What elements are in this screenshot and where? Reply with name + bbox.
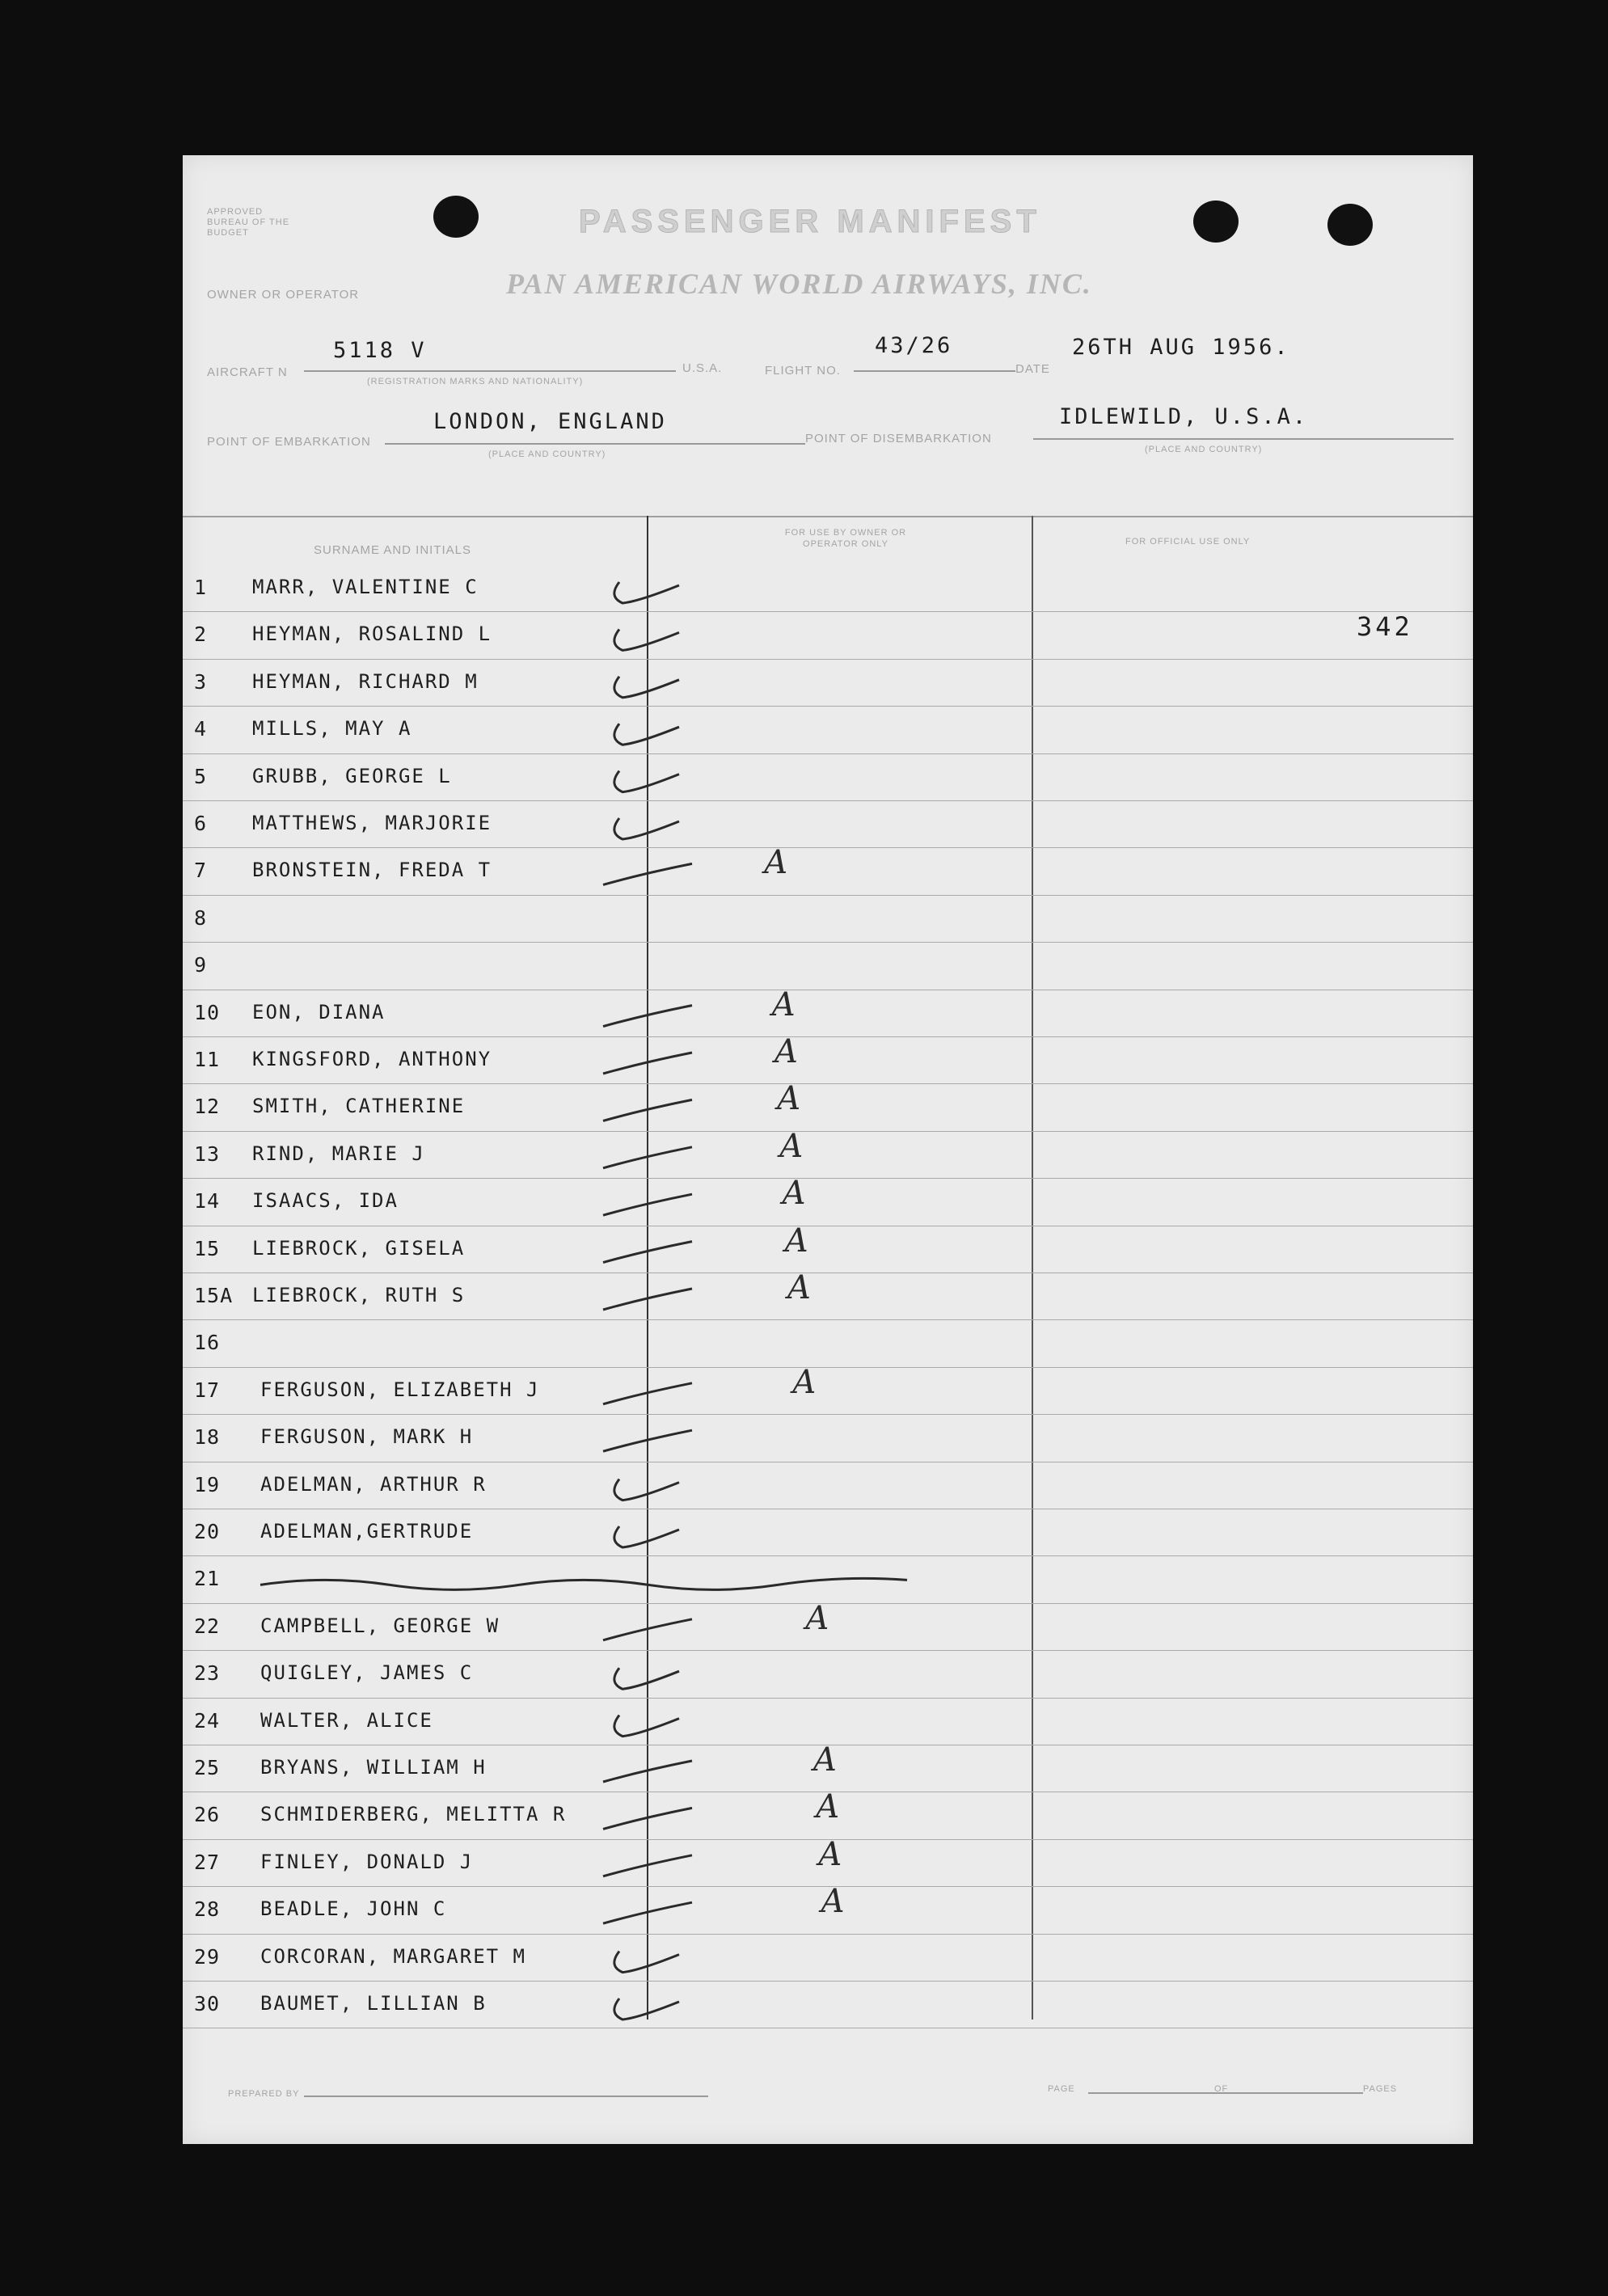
- dash-mark: [603, 1147, 692, 1168]
- row-number: 29: [194, 1944, 221, 1969]
- aircraft-label: AIRCRAFT N: [207, 365, 288, 379]
- row-number: 22: [194, 1614, 221, 1638]
- flight-value: 43/26: [875, 333, 953, 358]
- passenger-name: BAUMET, LILLIAN B: [260, 1992, 487, 2015]
- row-number: 20: [194, 1520, 221, 1543]
- row-number: 1: [194, 576, 208, 599]
- row-number: 28: [194, 1897, 221, 1922]
- prepared-label: PREPARED BY: [228, 2089, 300, 2099]
- registration-note: (REGISTRATION MARKS AND NATIONALITY): [367, 377, 584, 386]
- operator-mark-a: A: [821, 1883, 845, 1921]
- column-header-official: FOR OFFICIAL USE ONLY: [1125, 537, 1251, 547]
- operator-mark-a: A: [784, 1222, 808, 1260]
- operator-mark-a: A: [816, 1788, 840, 1826]
- operator-mark-a: A: [774, 1033, 798, 1070]
- row-number: 23: [194, 1661, 221, 1686]
- page-underline: [1088, 2092, 1363, 2094]
- operator-mark-a: A: [787, 1269, 811, 1306]
- row-number: 12: [194, 1095, 221, 1119]
- dash-mark: [603, 1619, 692, 1640]
- approved-note: APPROVED BUREAU OF THE BUDGET: [207, 207, 290, 238]
- disembark-note: (PLACE AND COUNTRY): [1145, 445, 1263, 454]
- dash-mark: [603, 863, 692, 884]
- row-number: 15: [194, 1236, 221, 1260]
- flight-label: FLIGHT NO.: [765, 364, 841, 378]
- row-number: 3: [194, 669, 208, 694]
- row-number: 19: [194, 1472, 221, 1496]
- form-title: PASSENGER MANIFEST: [579, 204, 1041, 239]
- passenger-name: FINLEY, DONALD J: [260, 1850, 474, 1873]
- operator-mark-a: A: [764, 844, 788, 882]
- passenger-name: SCHMIDERBERG, MELITTA R: [260, 1803, 567, 1826]
- passenger-name: KINGSFORD, ANTHONY: [252, 1048, 492, 1070]
- operator-mark-a: A: [779, 1127, 804, 1165]
- dash-mark: [603, 1383, 692, 1404]
- check-mark: [614, 1526, 679, 1547]
- dash-mark: [603, 1855, 692, 1876]
- check-mark: [614, 1479, 679, 1500]
- passenger-name: ADELMAN,GERTRUDE: [260, 1520, 474, 1543]
- dash-mark: [603, 1099, 692, 1121]
- passenger-name: QUIGLEY, JAMES C: [260, 1661, 474, 1685]
- page-label: PAGE: [1048, 2084, 1075, 2094]
- dash-mark: [603, 1761, 692, 1782]
- passenger-name: CORCORAN, MARGARET M: [260, 1944, 526, 1968]
- passenger-name: MILLS, MAY A: [252, 717, 412, 741]
- column-header-names: SURNAME AND INITIALS: [314, 543, 472, 557]
- check-mark: [614, 771, 679, 792]
- passenger-name: MATTHEWS, MARJORIE: [252, 812, 492, 834]
- row-number: 5: [194, 764, 208, 788]
- dash-mark: [603, 1902, 692, 1923]
- passenger-name: BRYANS, WILLIAM H: [260, 1756, 487, 1779]
- operator-mark-a: A: [777, 1080, 801, 1118]
- passenger-name: MARR, VALENTINE C: [252, 576, 479, 598]
- row-number: 4: [194, 717, 208, 741]
- dash-mark: [603, 1194, 692, 1215]
- date-value: 26TH AUG 1956.: [1072, 335, 1290, 360]
- row-number: 30: [194, 1992, 221, 2015]
- row-number: 14: [194, 1189, 221, 1213]
- check-mark: [614, 818, 679, 839]
- passenger-name: EON, DIANA: [252, 1000, 386, 1023]
- row-number: 17: [194, 1378, 221, 1402]
- check-mark: [614, 582, 679, 603]
- passenger-name: CAMPBELL, GEORGE W: [260, 1614, 500, 1637]
- passenger-name: BEADLE, JOHN C: [260, 1897, 447, 1921]
- passenger-name: LIEBROCK, RUTH S: [252, 1284, 466, 1306]
- dash-mark: [603, 1053, 692, 1074]
- passenger-name: FERGUSON, MARK H: [260, 1425, 474, 1449]
- check-mark: [614, 1998, 679, 2020]
- usa-label: U.S.A.: [682, 361, 723, 375]
- operator-mark-a: A: [818, 1835, 842, 1873]
- row-number: 24: [194, 1708, 221, 1733]
- check-mark: [614, 1668, 679, 1689]
- operator-mark-a: A: [805, 1599, 829, 1637]
- row-number: 15A: [194, 1284, 234, 1307]
- date-label: DATE: [1015, 362, 1050, 376]
- check-mark: [614, 724, 679, 745]
- passenger-name: GRUBB, GEORGE L: [252, 764, 452, 787]
- dash-mark: [603, 1430, 692, 1451]
- check-mark: [614, 677, 679, 698]
- operator-mark-a: A: [792, 1363, 817, 1401]
- passenger-name: HEYMAN, ROSALIND L: [252, 623, 492, 646]
- row-number: 18: [194, 1425, 221, 1450]
- of-label: OF: [1214, 2084, 1229, 2094]
- row-number: 16: [194, 1331, 221, 1355]
- prepared-underline: [304, 2096, 708, 2097]
- embark-note: (PLACE AND COUNTRY): [488, 449, 606, 459]
- dash-mark: [603, 1006, 692, 1027]
- passenger-name: LIEBROCK, GISELA: [252, 1236, 466, 1260]
- operator-mark-a: A: [813, 1741, 837, 1779]
- strike-through-line: [260, 1578, 907, 1589]
- disembark-value: IDLEWILD, U.S.A.: [1059, 404, 1309, 429]
- owner-name: PAN AMERICAN WORLD AIRWAYS, INC.: [506, 268, 1092, 300]
- manifest-sheet: [183, 155, 1473, 2144]
- check-mark: [614, 1952, 679, 1973]
- row-number: 21: [194, 1567, 221, 1591]
- handwritten-marks: [183, 155, 1473, 2144]
- passenger-name: WALTER, ALICE: [260, 1708, 433, 1732]
- row-number: 10: [194, 1000, 221, 1024]
- aircraft-value: 5118 V: [333, 338, 427, 363]
- row-number: 11: [194, 1048, 221, 1071]
- row-number: 27: [194, 1850, 221, 1874]
- column-header-operator: FOR USE BY OWNER OR OPERATOR ONLY: [784, 528, 907, 549]
- passenger-name: BRONSTEIN, FREDA T: [252, 859, 492, 882]
- passenger-name: ADELMAN, ARTHUR R: [260, 1472, 487, 1496]
- passenger-name: FERGUSON, ELIZABETH J: [260, 1378, 540, 1401]
- row-number: 7: [194, 859, 208, 883]
- disembark-label: POINT OF DISEMBARKATION: [805, 432, 992, 445]
- row-number: 13: [194, 1142, 221, 1166]
- embark-label: POINT OF EMBARKATION: [207, 435, 371, 449]
- pages-label: PAGES: [1363, 2084, 1398, 2094]
- row-number: 26: [194, 1803, 221, 1827]
- operator-mark-a: A: [771, 986, 796, 1023]
- passenger-name: RIND, MARIE J: [252, 1142, 425, 1165]
- row-number: 6: [194, 812, 208, 835]
- row-number: 2: [194, 623, 208, 647]
- embark-value: LONDON, ENGLAND: [433, 409, 667, 434]
- row-number: 25: [194, 1756, 221, 1779]
- row-number: 8: [194, 905, 208, 930]
- row-number: 9: [194, 953, 208, 977]
- check-mark: [614, 1716, 679, 1737]
- operator-mark-a: A: [782, 1175, 806, 1213]
- dash-mark: [603, 1242, 692, 1263]
- owner-label: OWNER OR OPERATOR: [207, 288, 360, 302]
- check-mark: [614, 629, 679, 650]
- official-note: 342: [1357, 611, 1413, 642]
- passenger-name: SMITH, CATHERINE: [252, 1095, 466, 1118]
- dash-mark: [603, 1289, 692, 1310]
- passenger-name: HEYMAN, RICHARD M: [252, 669, 479, 693]
- passenger-name: ISAACS, IDA: [252, 1189, 399, 1213]
- dash-mark: [603, 1808, 692, 1829]
